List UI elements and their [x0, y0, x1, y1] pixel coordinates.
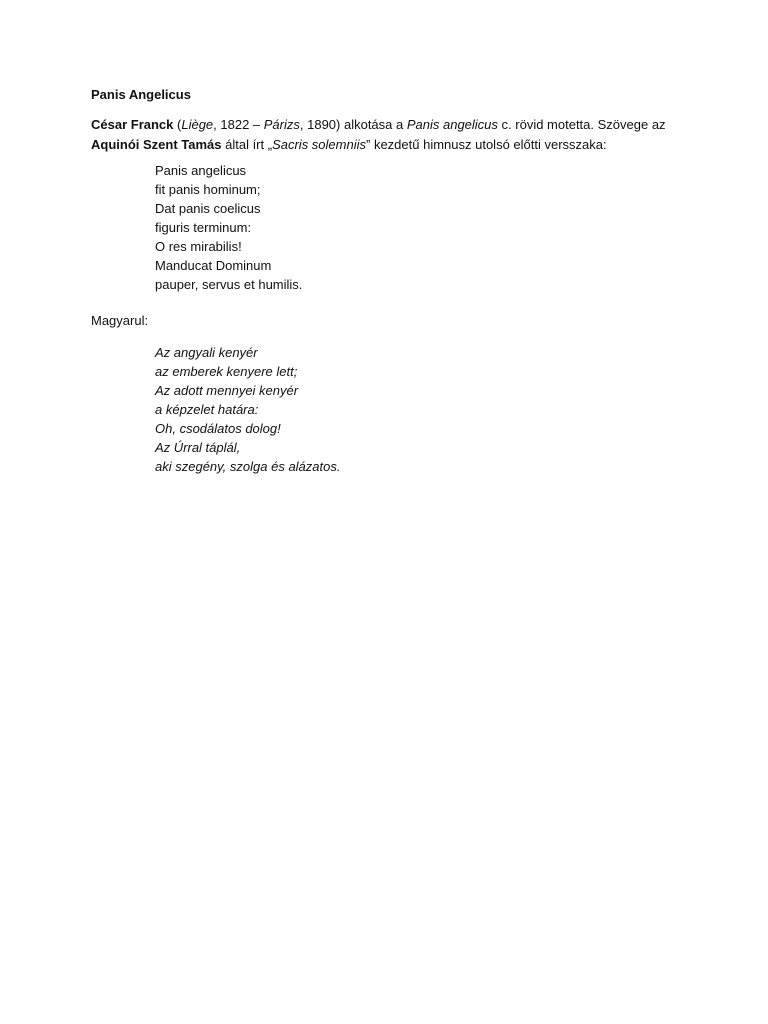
intro-text-5: által írt „ [221, 136, 273, 152]
birthplace: Liège [181, 117, 214, 132]
intro-text-1: ( [173, 117, 182, 132]
verse-line: figuris terminum: [155, 220, 252, 235]
verse-line: az emberek kenyere lett; [155, 364, 298, 379]
verse-line: Az adott mennyei kenyér [155, 383, 299, 398]
deathplace: Párizs [263, 117, 300, 132]
verse-line: a képzelet határa: [155, 402, 259, 417]
work-title: Panis angelicus [406, 117, 498, 132]
verse-line: Oh, csodálatos dolog! [155, 421, 281, 436]
verse-line: O res mirabilis! [155, 239, 242, 254]
composer-name: César Franck [91, 117, 174, 132]
document-title: Panis Angelicus [91, 87, 191, 102]
verse-line: fit panis hominum; [155, 182, 261, 197]
verse-line: Az Úrral táplál, [155, 440, 241, 455]
intro-text-2: , 1822 – [213, 117, 264, 132]
verse-line: pauper, servus et humilis. [155, 277, 303, 292]
document-body [91, 86, 691, 476]
verse-line: Dat panis coelicus [155, 201, 261, 216]
hymn-title: Sacris solemniis [272, 136, 366, 152]
latin-verse [155, 161, 691, 294]
magyarul-label: Magyarul: [91, 313, 149, 328]
intro-paragraph [91, 115, 691, 154]
verse-line: Az angyali kenyér [155, 345, 258, 360]
hungarian-verse [155, 343, 691, 476]
verse-line: Panis angelicus [155, 163, 247, 178]
verse-line: aki szegény, szolga és alázatos. [155, 459, 341, 474]
intro-text-4: c. rövid motetta. Szövege az [497, 117, 666, 132]
intro-text-6: ” kezdetű himnusz utolsó előtti versszaka: [366, 136, 607, 152]
lyricist-name: Aquinói Szent Tamás [91, 136, 222, 152]
verse-line: Manducat Dominum [155, 258, 272, 273]
intro-text-3: , 1890) alkotása a [299, 117, 407, 132]
